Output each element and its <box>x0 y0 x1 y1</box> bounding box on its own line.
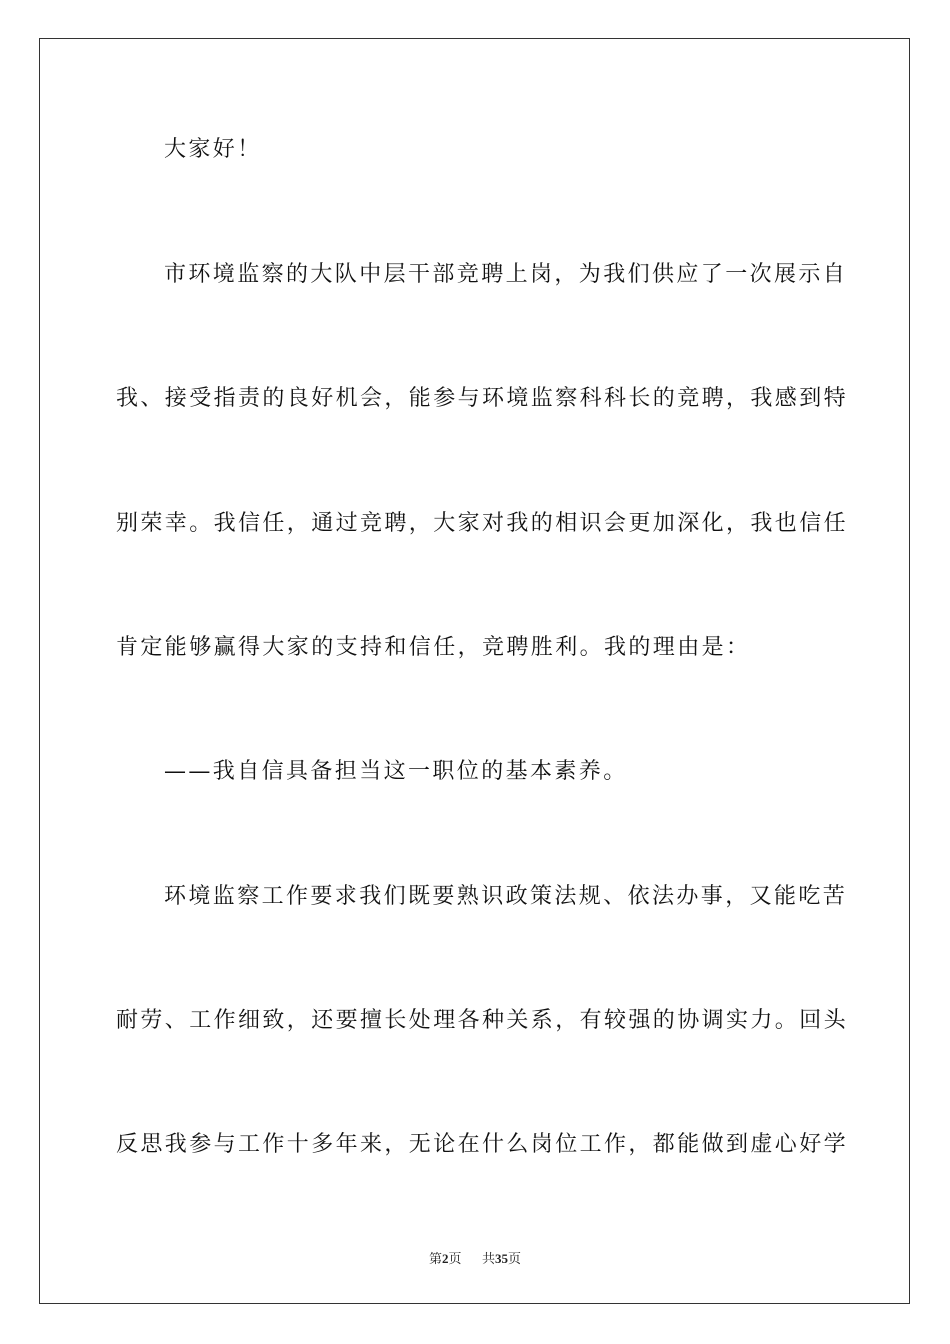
page-label-suffix: 页 <box>448 1251 462 1266</box>
page-label-prefix: 第 <box>428 1251 442 1266</box>
page-footer <box>0 1248 950 1267</box>
greeting-line: 大家好！ <box>164 137 262 162</box>
paragraph-2-line-3: 反思我参与工作十多年来，无论在什么岗位工作，都能做到虚心好学 <box>116 1132 849 1157</box>
paragraph-1-line-1: 市环境监察的大队中层干部竞聘上岗，为我们供应了一次展示自 <box>164 262 848 287</box>
total-pages: 35 <box>495 1251 509 1266</box>
paragraph-2-line-2: 耐劳、工作细致，还要擅长处理各种关系，有较强的协调实力。回头 <box>116 1008 849 1033</box>
page-border <box>39 38 910 1304</box>
paragraph-1-line-2: 我、接受指责的良好机会，能参与环境监察科科长的竞聘，我感到特 <box>116 386 849 411</box>
total-label-suffix: 页 <box>508 1251 522 1266</box>
paragraph-2-line-1: 环境监察工作要求我们既要熟识政策法规、依法办事，又能吃苦 <box>164 884 848 909</box>
total-label-prefix: 共 <box>482 1251 496 1266</box>
page-number: 2 <box>441 1251 449 1266</box>
paragraph-1-line-3: 别荣幸。我信任，通过竞聘，大家对我的相识会更加深化，我也信任 <box>116 511 849 536</box>
paragraph-1-line-4: 肯定能够赢得大家的支持和信任，竞聘胜利。我的理由是： <box>116 635 751 660</box>
section-heading: ——我自信具备担当这一职位的基本素养。 <box>164 759 628 784</box>
